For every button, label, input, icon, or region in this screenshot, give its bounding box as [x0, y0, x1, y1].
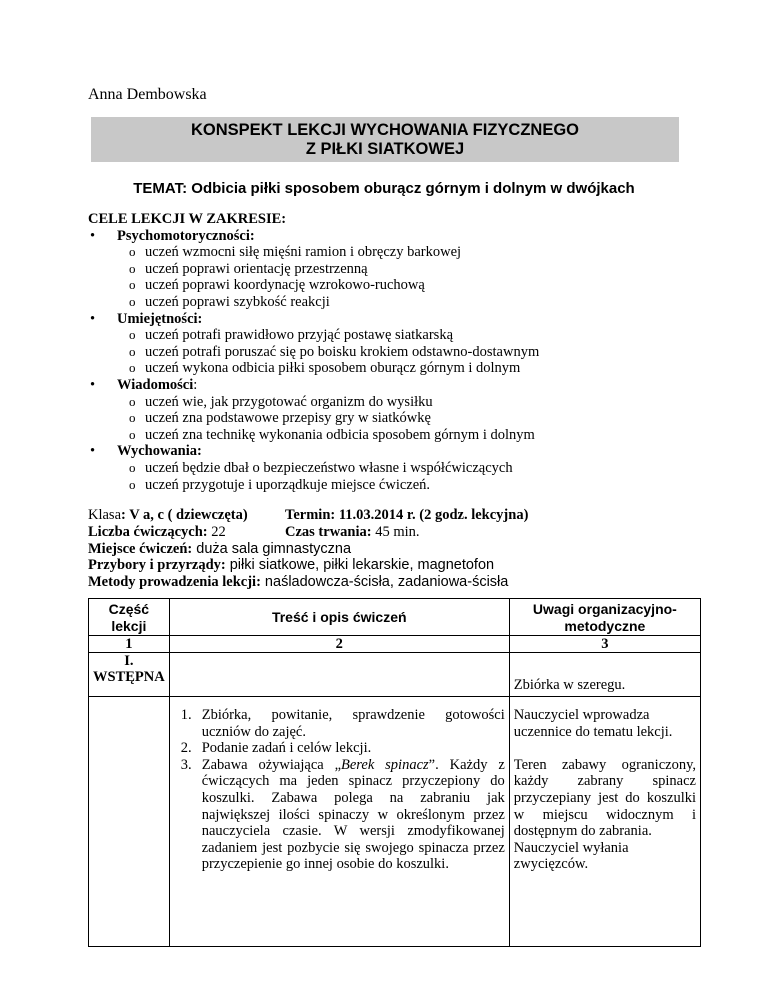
methods-label: Metody prowadzenia lekcji:: [88, 574, 261, 591]
table-row-content: [89, 697, 701, 947]
goal-item: o uczeń poprawi koordynację wzrokowo-ruchową: [88, 277, 688, 294]
info-row-place: [88, 541, 708, 558]
duration: Czas trwania: 45 min.: [285, 523, 420, 540]
info-row-count: [88, 524, 708, 541]
col-number: 1: [89, 636, 170, 653]
content-stage-cell: [89, 697, 170, 947]
place-value: duża sala gimnastyczna: [192, 540, 352, 557]
count-value: 22: [207, 523, 226, 540]
lesson-date: Termin: 11.03.2014 r. (2 godz. lekcyjna): [285, 507, 529, 523]
goal-item: o uczeń zna podstawowe przepisy gry w siatkówkę: [88, 410, 688, 427]
col-number: 2: [169, 636, 509, 653]
lesson-table: [88, 598, 701, 947]
goal-item: o uczeń potrafi prawidłowo przyjąć postawę siatkarską: [88, 327, 688, 344]
title-line-2: Z PIŁKI SIATKOWEJ: [305, 140, 465, 158]
stage-empty-cell: [169, 653, 509, 697]
count-label: Liczba ćwiczących:: [88, 523, 208, 540]
goal-item: o uczeń poprawi orientację przestrzenną: [88, 261, 688, 278]
exercise-step: 3. Zabawa ożywiająca „Berek spinacz”. Każdy z ćwiczących ma jeden spinacz przyczepiony do koszulki. Zabawa polega na zabraniu jak największej ilości spinaczy w określonym przez nauczyciela czasie. W wersji zmodyfikowanej zadaniem jest pozbycie się swojego spinacza przez przyczepienie go innej osobie do koszulki.: [180, 756, 505, 873]
place-label: Miejsce ćwiczeń:: [88, 540, 193, 557]
stage-label: I. WSTĘPNA: [89, 653, 170, 697]
lesson-info: [88, 507, 708, 591]
remark: Nauczyciel wprowadza uczennice do tematu lekcji.: [513, 707, 673, 740]
table-number-row: [89, 636, 701, 653]
goal-category: • Psychomotoryczności:: [88, 228, 688, 245]
class-value: : V a, c ( dziewczęta): [121, 507, 248, 523]
goal-item: o uczeń wie, jak przygotować organizm do wysiłku: [88, 394, 688, 411]
goal-item: o uczeń poprawi szybkość reakcji: [88, 294, 688, 311]
title-line-1: KONSPEKT LEKCJI WYCHOWANIA FIZYCZNEGO: [190, 121, 580, 139]
document-title: [91, 117, 679, 162]
goal-item: o uczeń zna technikę wykonania odbicia sposobem górnym i dolnym: [88, 427, 688, 444]
content-remarks: [509, 697, 700, 947]
goal-item: o uczeń przygotuje i uporządkuje miejsce ćwiczeń.: [88, 477, 688, 494]
methods-value: naśladowcza-ścisła, zadaniowa-ścisła: [260, 574, 509, 591]
goal-category: • Wiadomości:: [88, 377, 688, 394]
goal-item: o uczeń wzmocni siłę mięśni ramion i obręczy barkowej: [88, 244, 688, 261]
equipment-label: Przybory i przyrządy:: [88, 557, 226, 574]
col-number: 3: [509, 636, 700, 653]
goal-item: o uczeń potrafi poruszać się po boisku krokiem odstawno-dostawnym: [88, 344, 688, 361]
lesson-topic: TEMAT: Odbicia piłki sposobem oburącz górnym i dolnym w dwójkach: [133, 180, 635, 197]
header-part: Część lekcji: [89, 599, 170, 636]
goal-category: • Wychowania:: [88, 443, 688, 460]
goal-item: o uczeń będzie dbał o bezpieczeństwo własne i współćwiczących: [88, 460, 688, 477]
info-row-methods: [88, 574, 708, 591]
info-row-equipment: [88, 557, 708, 574]
info-row-class: [88, 507, 708, 524]
author-name: Anna Dembowska: [88, 86, 207, 103]
goal-item: o uczeń wykona odbicia piłki sposobem oburącz górnym i dolnym: [88, 360, 688, 377]
table-header-row: [89, 599, 701, 636]
header-remarks: Uwagi organizacyjno-metodyczne: [509, 599, 700, 636]
exercise-step: 2. Podanie zadań i celów lekcji.: [180, 740, 372, 757]
content-exercises: [169, 697, 509, 947]
remark: Nauczyciel wyłania zwycięzców.: [513, 839, 629, 873]
class-label: Klasa: [88, 507, 122, 523]
goals-heading: CELE LEKCJI W ZAKRESIE:: [88, 211, 287, 227]
exercise-step: 1. Zbiórka, powitanie, sprawdzenie gotowości uczniów do zajęć.: [180, 707, 505, 740]
remark: Teren zabawy ograniczony, każdy zabrany spinacz przyczepiany jest do koszulki w miejscu widocznym i dostępnym do zabrania.: [513, 756, 696, 840]
header-content: Treść i opis ćwiczeń: [169, 599, 509, 636]
stage-remark: Zbiórka w szeregu.: [509, 653, 700, 697]
goal-category: • Umiejętności:: [88, 311, 688, 328]
table-row-stage: [89, 653, 701, 697]
lesson-goals: [88, 211, 688, 493]
equipment-value: piłki siatkowe, piłki lekarskie, magnetofon: [225, 557, 495, 574]
